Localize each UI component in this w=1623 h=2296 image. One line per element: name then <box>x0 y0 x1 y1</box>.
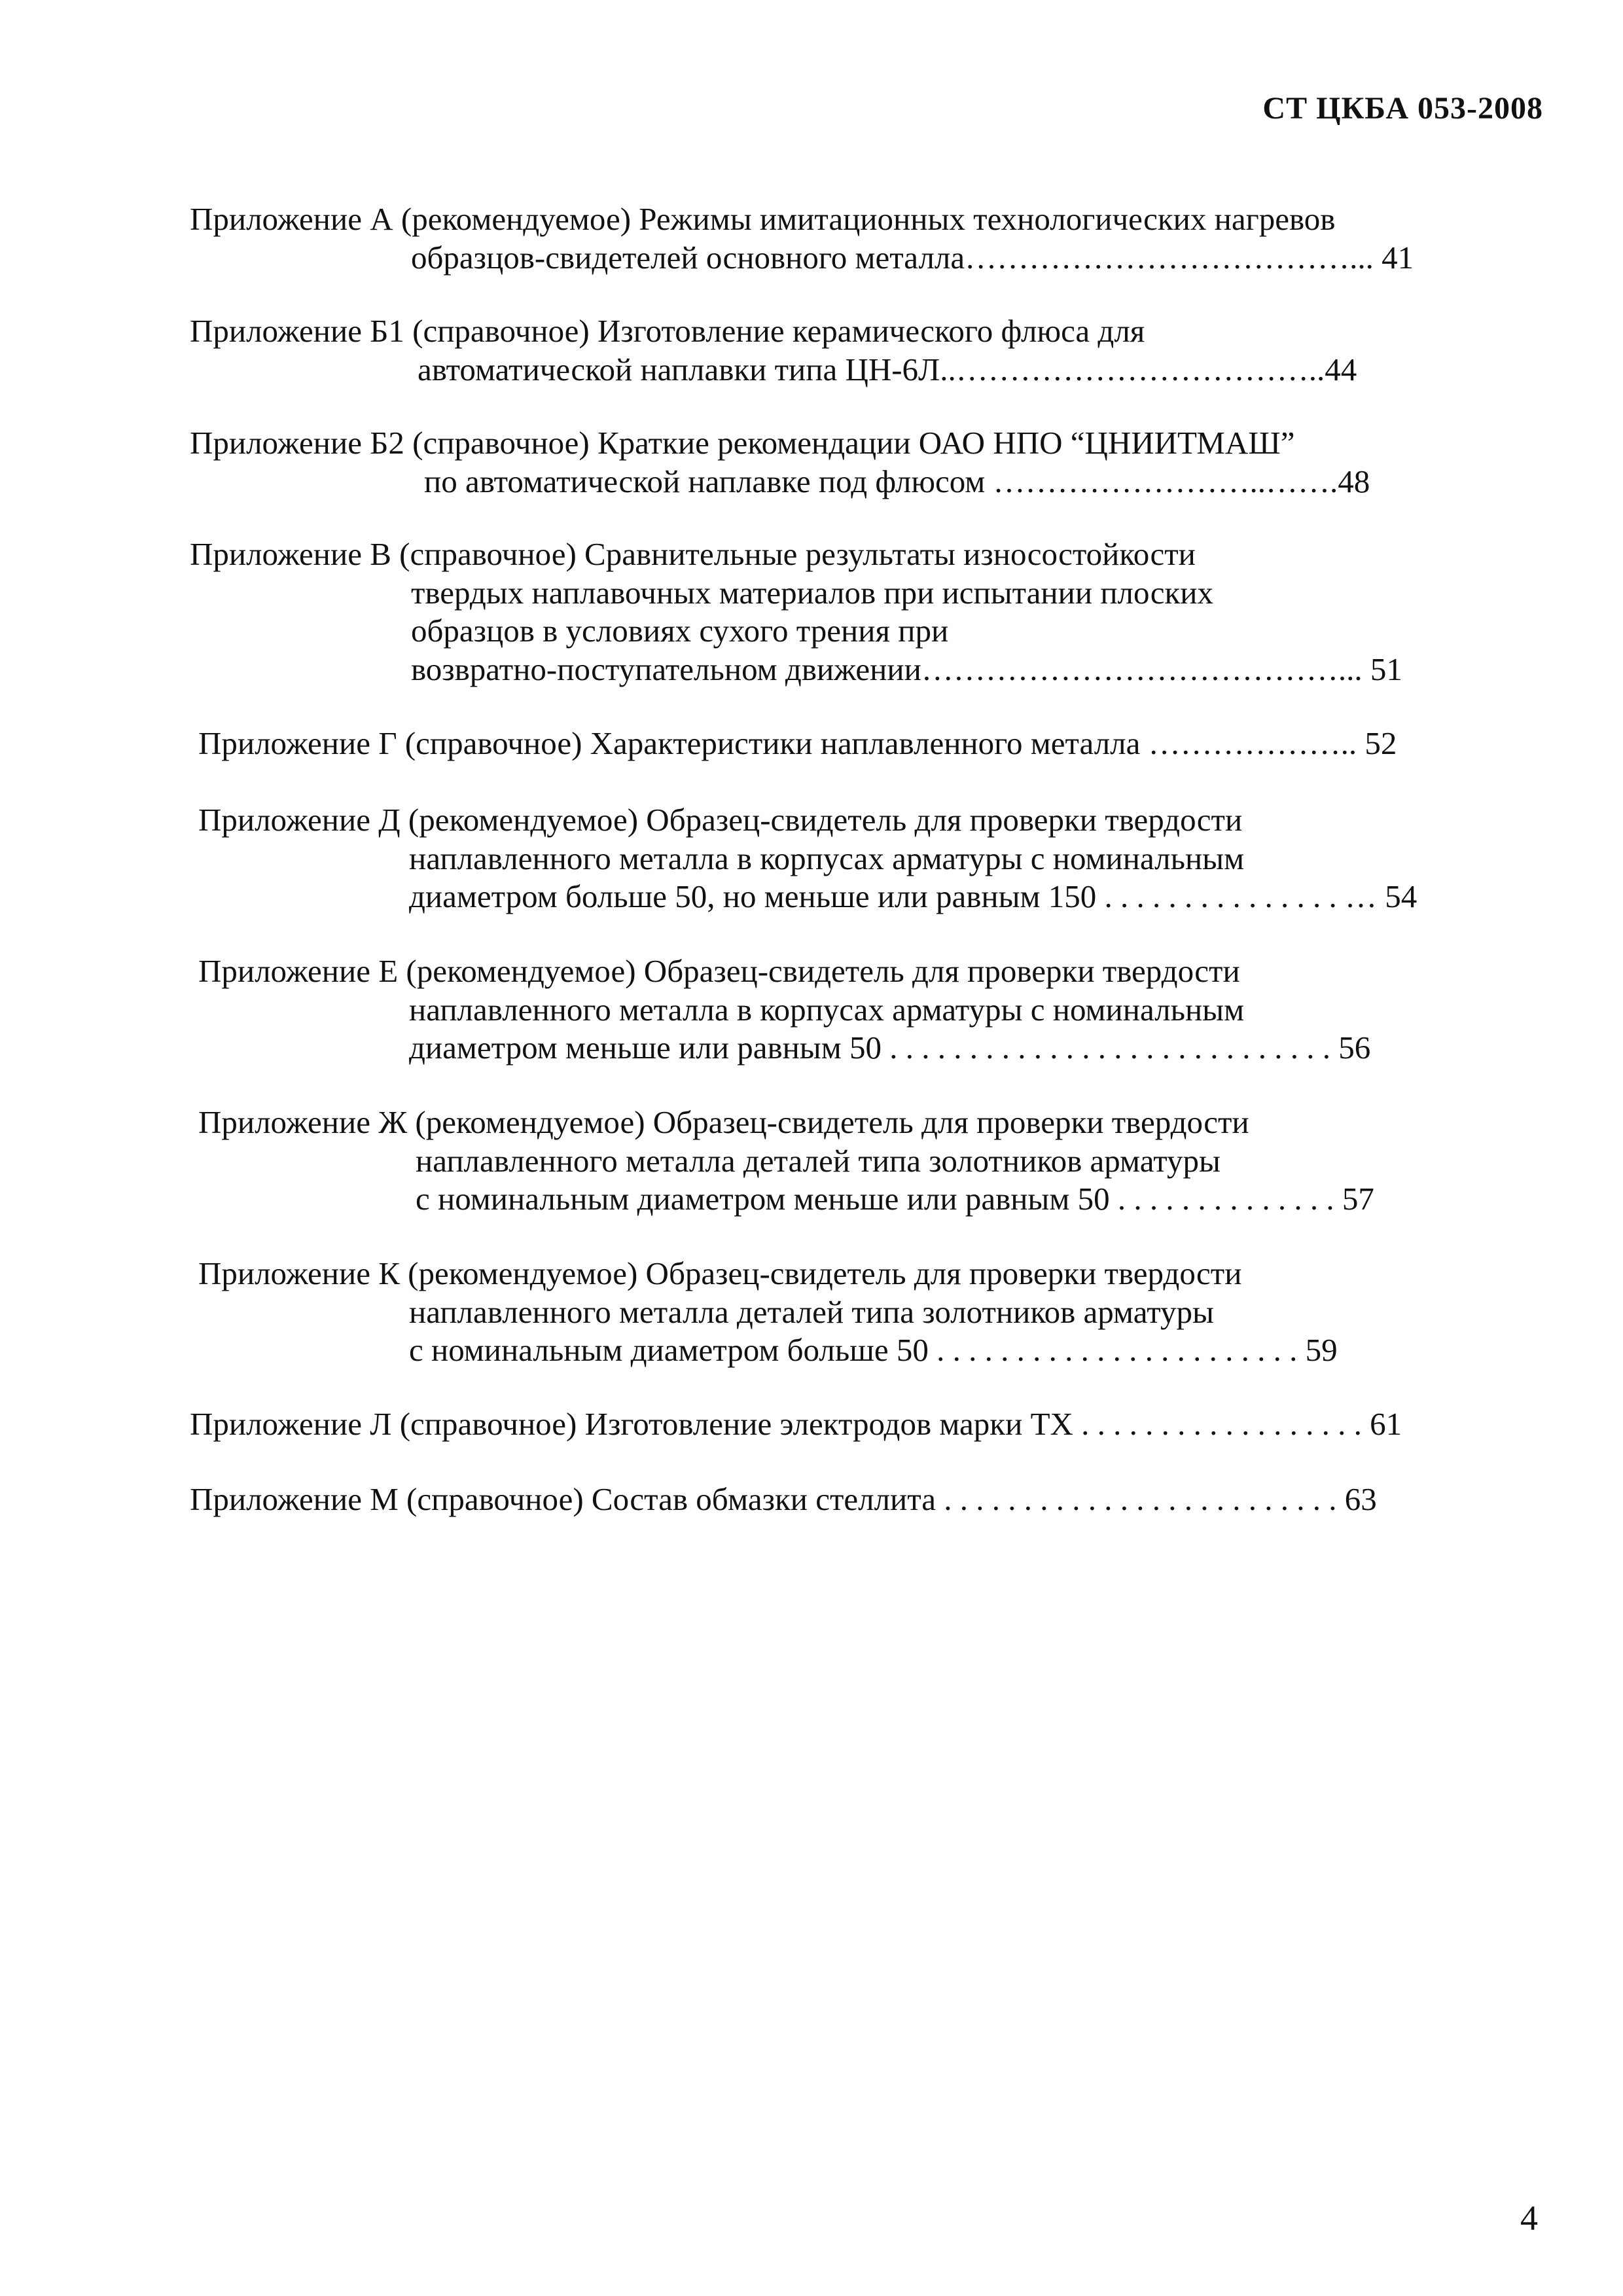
toc-entry-title: Приложение М (справочное) Состав обмазки стеллита . . . . . . . . . . . . . . . . . . . . . . . . . 63 <box>190 1481 1377 1517</box>
toc-entry-title: Приложение Д (рекомендуемое) Образец-свидетель для проверки твердости <box>198 802 1243 838</box>
toc-entry-last-line: по автоматической наплавке под флюсом ……………………..…….48 <box>424 463 1370 499</box>
toc-entry-continuation: наплавленного металла в корпусах арматуры с номинальным <box>409 840 1245 876</box>
toc-entry-last-line: диаметром меньше или равным 50 . . . . . . . . . . . . . . . . . . . . . . . . . . . . 56 <box>409 1030 1371 1066</box>
toc-entry-e[interactable] <box>198 952 1371 1067</box>
page-number: 4 <box>1520 2198 1538 2238</box>
toc-entry-continuation: наплавленного металла деталей типа золотников арматуры <box>416 1142 1221 1179</box>
toc-entry-last-line: автоматической наплавки типа ЦН-6Л..……………………………..44 <box>418 351 1357 387</box>
toc-entry-m[interactable] <box>190 1480 1377 1519</box>
toc-entry-g[interactable] <box>198 725 1397 763</box>
toc-entry-b1[interactable] <box>190 312 1357 389</box>
toc-entry-title: Приложение Л (справочное) Изготовление электродов марки ТХ . . . . . . . . . . . . . . . . . . 61 <box>190 1406 1402 1442</box>
toc-entry-v[interactable] <box>190 535 1402 689</box>
toc-entry-title: Приложение Б1 (справочное) Изготовление керамического флюса для <box>190 313 1145 349</box>
toc-entry-continuation: наплавленного металла деталей типа золотников арматуры <box>409 1293 1214 1330</box>
toc-entry-title: Приложение К (рекомендуемое) Образец-свидетель для проверки твердости <box>198 1255 1242 1291</box>
toc-entry-k[interactable] <box>198 1255 1338 1370</box>
toc-entry-title: Приложение Е (рекомендуемое) Образец-свидетель для проверки твердости <box>198 953 1240 989</box>
toc-entry-b2[interactable] <box>190 424 1370 501</box>
toc-entry-a[interactable] <box>190 200 1414 277</box>
toc-entry-title: Приложение Б2 (справочное) Краткие рекомендации ОАО НПО “ЦНИИТМАШ” <box>190 425 1295 461</box>
toc-entry-last-line: с номинальным диаметром меньше или равным 50 . . . . . . . . . . . . . . 57 <box>416 1181 1374 1217</box>
toc-entry-last-line: диаметром больше 50, но меньше или равным 150 . . . . . . . . . . . . . . . … 54 <box>409 878 1418 914</box>
toc-entry-continuation: наплавленного металла в корпусах арматуры с номинальным <box>409 991 1245 1028</box>
toc-entry-last-line: возвратно-поступательном движении…………………………………... 51 <box>411 651 1402 687</box>
toc-entry-title: Приложение В (справочное) Сравнительные результаты износостойкости <box>190 536 1196 572</box>
toc-entry-continuation: твердых наплавочных материалов при испытании плоских <box>411 574 1214 611</box>
toc-entry-last-line: с номинальным диаметром больше 50 . . . . . . . . . . . . . . . . . . . . . . . 59 <box>409 1332 1338 1368</box>
toc-entry-d[interactable] <box>198 801 1418 916</box>
toc-entry-title: Приложение А (рекомендуемое) Режимы имитационных технологических нагревов <box>190 201 1336 237</box>
toc-entry-zh[interactable] <box>198 1103 1374 1219</box>
toc-entry-title: Приложение Г (справочное) Характеристики наплавленного металла ……………….. 52 <box>198 725 1397 761</box>
toc-entry-last-line: образцов-свидетелей основного металла………………………………... 41 <box>411 239 1414 276</box>
toc-entry-l[interactable] <box>190 1405 1402 1444</box>
toc-entry-title: Приложение Ж (рекомендуемое) Образец-свидетель для проверки твердости <box>198 1104 1249 1140</box>
document-code: СТ ЦКБА 053-2008 <box>1262 91 1543 126</box>
toc-entry-continuation: образцов в условиях сухого трения при <box>411 613 949 649</box>
